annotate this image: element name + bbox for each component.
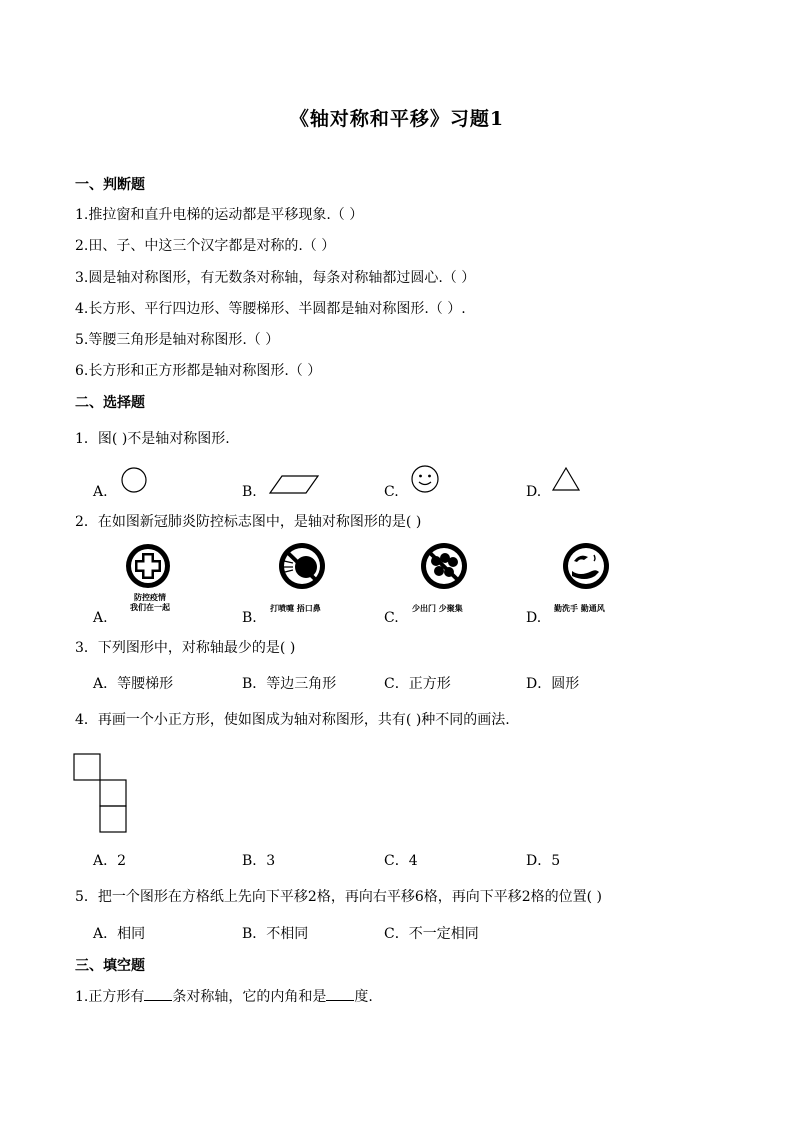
wash-hands-icon <box>556 541 616 593</box>
triangle-icon <box>551 466 581 492</box>
choice-q1-option-d: D. <box>526 484 542 500</box>
judge-item-6: 6.长方形和正方形都是轴对称图形.（ ） <box>75 363 322 379</box>
fill-q1 <box>75 986 373 1007</box>
smiley-icon <box>410 464 440 494</box>
page-title: 《轴对称和平移》习题1 <box>289 108 505 130</box>
choice-q4-option-a: A．2 <box>93 853 127 869</box>
choice-q4-option-b: B．3 <box>242 853 276 869</box>
choice-q2-caption-c: 少出门 少聚集 <box>412 603 463 613</box>
choice-q3-option-b: B．等边三角形 <box>242 676 337 692</box>
choice-q3-option-d: D．圆形 <box>526 676 580 692</box>
choice-q4-option-d: D．5 <box>526 853 561 869</box>
choice-q3-option-a: A．等腰梯形 <box>93 676 174 692</box>
choice-q1-option-b: B. <box>242 484 257 500</box>
choice-q5-stem: 5．把一个图形在方格纸上先向下平移2格，再向右平移6格，再向下平移2格的位置( ) <box>75 889 603 905</box>
judge-item-5: 5.等腰三角形是轴对称图形.（ ） <box>75 332 280 348</box>
fill-q1-text-1: 1.正方形有 <box>75 989 145 1005</box>
choice-q2-option-b: B. <box>242 610 257 626</box>
choice-q5-option-c: C．不一定相同 <box>384 926 479 942</box>
fill-blank-axes[interactable] <box>144 986 172 1001</box>
judge-item-4: 4.长方形、平行四边形、等腰梯形、半圆都是轴对称图形.（ ）. <box>75 301 466 317</box>
choice-q1-stem: 1．图( )不是轴对称图形. <box>75 431 230 447</box>
no-gathering-icon <box>414 541 474 593</box>
fill-q1-text-2: 条对称轴，它的内角和是 <box>172 989 327 1005</box>
choice-q2-caption-d: 勤洗手 勤通风 <box>554 603 605 613</box>
judge-item-2: 2.田、子、中这三个汉字都是对称的.（ ） <box>75 238 336 254</box>
section-heading-choice: 二、选择题 <box>75 395 145 411</box>
choice-q2-caption-a: 防控疫情 我们在一起 <box>130 592 170 612</box>
section-heading-judge: 一、判断题 <box>75 177 145 193</box>
choice-q2-option-a: A. <box>93 610 108 626</box>
choice-q5-option-b: B．不相同 <box>242 926 309 942</box>
parallelogram-icon <box>268 474 320 496</box>
choice-q5-option-a: A．相同 <box>93 926 146 942</box>
choice-q4-stem: 4．再画一个小正方形，使如图成为轴对称图形，共有( )种不同的画法. <box>75 712 510 728</box>
choice-q2-caption-b: 打喷嚏 捂口鼻 <box>270 603 321 613</box>
fill-blank-angle-sum[interactable] <box>326 986 354 1001</box>
choice-q2-stem: 2．在如图新冠肺炎防控标志图中，是轴对称图形的是( ) <box>75 514 422 530</box>
choice-q1-option-c: C. <box>384 484 399 500</box>
no-sneeze-icon <box>272 541 332 593</box>
choice-q4-option-c: C．4 <box>384 853 418 869</box>
choice-q1-option-a: A. <box>93 484 108 500</box>
fill-q1-text-3: 度. <box>354 989 373 1005</box>
choice-q3-option-c: C．正方形 <box>384 676 451 692</box>
circle-icon <box>120 466 148 494</box>
choice-q2-option-d: D. <box>526 610 542 626</box>
choice-q2-option-c: C. <box>384 610 399 626</box>
section-heading-fill: 三、填空题 <box>75 958 145 974</box>
judge-item-1: 1.推拉窗和直升电梯的运动都是平移现象.（ ） <box>75 207 364 223</box>
judge-item-3: 3.圆是轴对称图形，有无数条对称轴，每条对称轴都过圆心.（ ） <box>75 270 476 286</box>
choice-q3-stem: 3．下列图形中，对称轴最少的是( ) <box>75 640 296 656</box>
square-grid-figure <box>73 753 131 833</box>
